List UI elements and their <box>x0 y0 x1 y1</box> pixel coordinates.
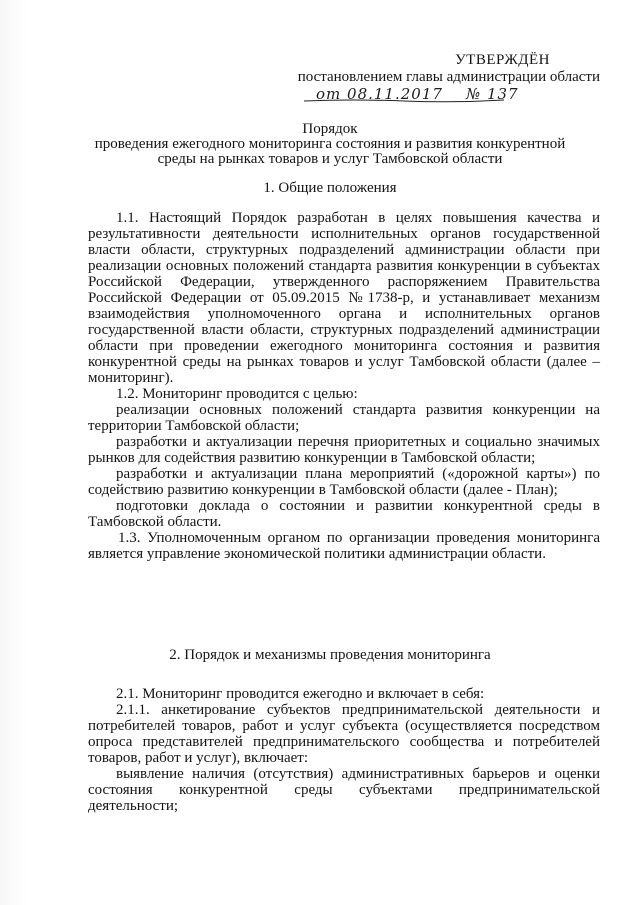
paragraph-2-1-1-a: выявление наличия (отсутствия) административных барьеров и оценки состояния конкурентной среды субъектами предпринимательской деятельности; <box>88 766 600 814</box>
title-line-1: Порядок <box>302 121 358 137</box>
scan-fold-shadow <box>0 0 28 905</box>
paragraph-1-2-d: подготовки доклада о состоянии и развитии конкурентной среды в Тамбовской области. <box>88 498 600 530</box>
decree-line: постановлением главы администрации области <box>297 69 600 85</box>
paragraph-1-1: 1.1. Настоящий Порядок разработан в целях повышения качества и результативности деятельности исполнительных органов государственной власти области, структурных подразделений администрации области при реализации основных положений стандарта развития конкуренции в субъектах Российской Федерации, утвержденного распоряжением Правительства Российской Федерации от 05.09.2015 №1738-р, и устанавливает механизм взаимодействия уполномоченного органа и исполнительных органов государственной власти области, структурных подразделений администрации области при проведении ежегодного мониторинга состояния и развития конкурентной среды на рынках товаров и услуг Тамбовской области (далее – мониторинг). <box>88 210 600 386</box>
handwritten-date: от 08.11.2017 <box>316 85 443 103</box>
document-title <box>60 122 600 167</box>
title-line-3: среды на рынках товаров и услуг Тамбовской области <box>157 151 503 167</box>
approval-stamp-block <box>280 52 600 108</box>
handwritten-date-number <box>280 86 600 108</box>
paragraph-2-1-1: 2.1.1. анкетирование субъектов предпринимательской деятельности и потребителей товаров, работ и услуг субъекта (осуществляется посредством опроса представителей предпринимательского сообщества и потребителей товаров, работ и услуг), включает: <box>88 702 600 766</box>
section-1-body <box>88 210 600 562</box>
paragraph-1-3: 1.3. Уполномоченным органом по организации проведения мониторинга является управление экономической политики администрации области. <box>88 530 600 562</box>
handwritten-number: № 137 <box>466 85 519 103</box>
section-2-heading: 2. Порядок и механизмы проведения мониторинга <box>169 647 491 663</box>
paragraph-1-2-b: разработки и актуализации перечня приоритетных и социально значимых рынков для содействия развитию конкуренции в Тамбовской области; <box>88 434 600 466</box>
paragraph-2-1: 2.1. Мониторинг проводится ежегодно и включает в себя: <box>116 686 485 702</box>
paragraph-1-2: 1.2. Мониторинг проводится с целью: <box>116 386 358 402</box>
section-2-body <box>88 686 600 814</box>
section-1-heading: 1. Общие положения <box>263 180 397 196</box>
approved-label: УТВЕРЖДЁН <box>455 52 550 68</box>
title-line-2: проведения ежегодного мониторинга состояния и развития конкурентной <box>94 136 566 152</box>
paragraph-1-2-c: разработки и актуализации плана мероприятий («дорожной карты») по содействию развитию конкуренции в Тамбовской области (далее - План); <box>88 466 600 498</box>
paragraph-1-2-a: реализации основных положений стандарта развития конкуренции на территории Тамбовской области; <box>88 402 600 434</box>
